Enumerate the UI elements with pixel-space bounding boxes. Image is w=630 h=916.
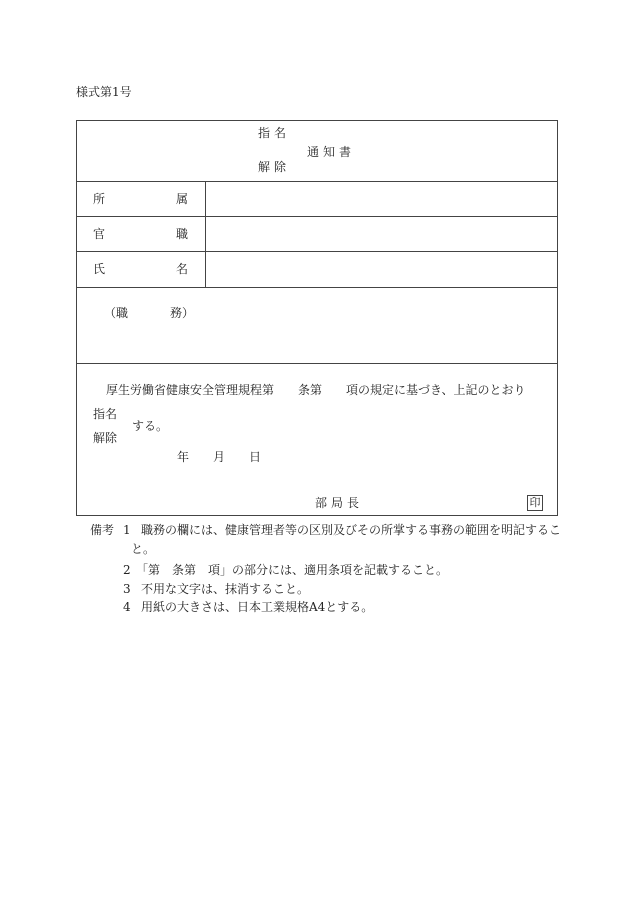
date-day: 日: [249, 450, 262, 464]
notes-heading: 備考: [90, 523, 115, 537]
divider: [76, 251, 558, 252]
duties-label-a: （職: [104, 306, 129, 320]
note-number: 1: [123, 523, 131, 537]
form-number: 様式第1号: [76, 85, 132, 99]
divider: [76, 363, 558, 364]
page-title: 通知書: [307, 145, 356, 159]
note-number: 4: [123, 600, 131, 614]
note-text: 不用な文字は、抹消すること。: [141, 582, 310, 596]
date-month: 月: [213, 450, 226, 464]
note-text-cont: と。: [131, 542, 156, 556]
body-suffix: する。: [132, 419, 169, 433]
title-choice-bottom: 解除: [258, 160, 291, 174]
duties-label-b: 務）: [170, 306, 195, 320]
date-year: 年: [177, 450, 190, 464]
note-number: 2: [123, 563, 131, 577]
note-text: 職務の欄には、健康管理者等の区別及びその所掌する事務の範囲を明記するこ: [141, 523, 562, 537]
label-affiliation-b: 属: [176, 192, 189, 206]
label-position-b: 職: [176, 227, 189, 241]
label-affiliation-a: 所: [93, 192, 106, 206]
choice-top: 指名: [93, 407, 118, 421]
note-number: 3: [123, 582, 131, 596]
title-choice-top: 指名: [258, 126, 291, 140]
divider: [76, 216, 558, 217]
note-text: 用紙の大きさは、日本工業規格A4とする。: [141, 600, 374, 614]
divider: [76, 287, 558, 288]
note-text: 「第 条第 項」の部分には、適用条項を記載すること。: [136, 563, 449, 577]
body-sentence: 厚生労働省健康安全管理規程第 条第 項の規定に基づき、上記のとおり: [106, 383, 526, 397]
form-table: [76, 120, 558, 516]
label-position-a: 官: [93, 227, 106, 241]
label-name-b: 名: [176, 262, 189, 276]
choice-bottom: 解除: [93, 431, 118, 445]
seal-stamp-box: 印: [527, 495, 543, 511]
signer-label: 部局長: [315, 496, 364, 510]
divider: [76, 181, 558, 182]
divider: [205, 181, 206, 287]
label-name-a: 氏: [93, 262, 106, 276]
